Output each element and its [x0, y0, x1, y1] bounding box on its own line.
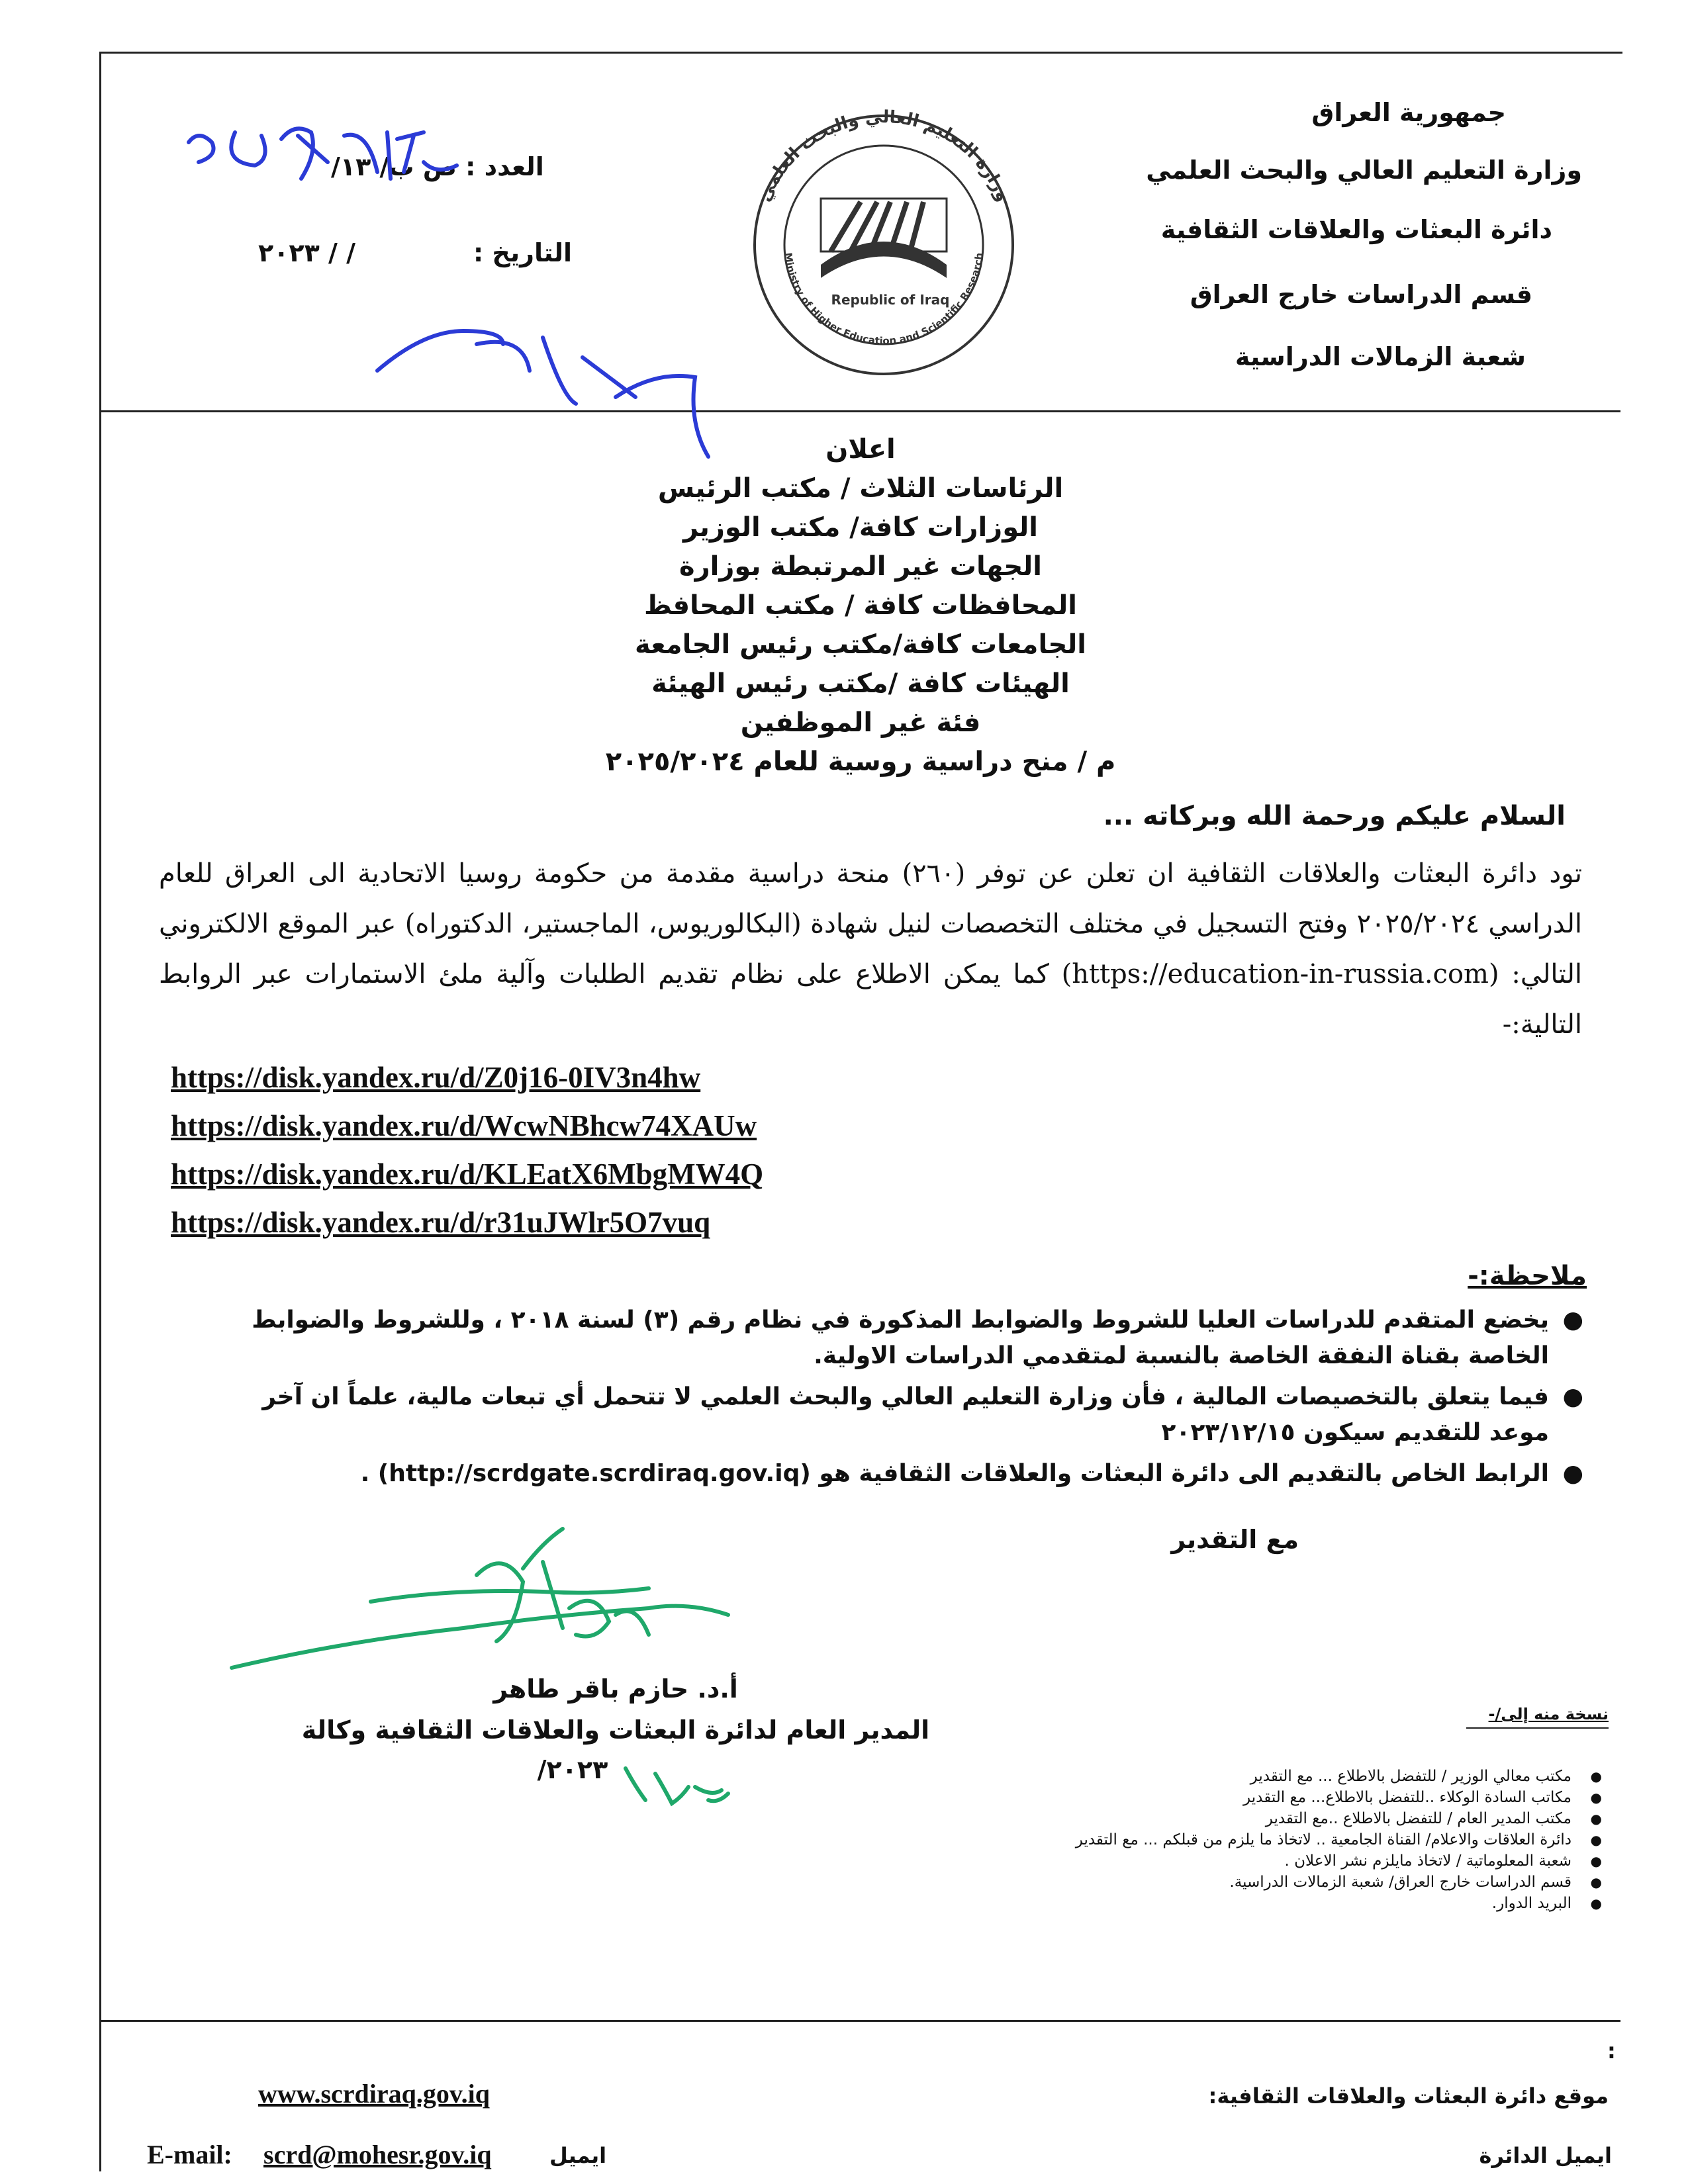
note-item [225, 1379, 1589, 1451]
cc-item: ● مكاتب السادة الوكلاء ..للتفضل بالاطلاع... مع التقدير [1076, 1787, 1610, 1808]
reference-number: العدد : ص ب/ ١٣/ [331, 152, 544, 181]
recipient-line: الجامعات كافة/مكتب رئيس الجامعة [634, 629, 1087, 660]
note-item [225, 1456, 1589, 1492]
notes-list [225, 1302, 1589, 1497]
date-label: التاريخ : [473, 238, 573, 267]
website-link[interactable]: www.scrdiraq.gov.iq [258, 2079, 491, 2109]
cc-underline [1466, 1727, 1609, 1729]
bullet-icon: ● [1562, 1383, 1583, 1410]
bullet-icon: ● [1590, 1874, 1602, 1890]
bullet-icon: ● [1590, 1811, 1602, 1827]
recipient-line: الهيئات كافة /مكتب رئيس الهيئة [651, 668, 1070, 699]
cc-title: نسخة منه إلى/- [1488, 1705, 1609, 1723]
email-prefix: E-mail: [147, 2140, 232, 2169]
note-item [225, 1302, 1589, 1374]
yandex-link[interactable]: https://disk.yandex.ru/d/WcwNBhcw74XAUw [171, 1109, 757, 1142]
note-text: يخضع المتقدم للدراسات العليا للشروط والضوابط المذكورة في نظام رقم (٣) لسنة ٢٠١٨ ، وللشروط والضوابط الخاصة بقناة النفقة الخاصة بالنسبة لمتقدمي الدراسات الاولية. [252, 1306, 1549, 1369]
header-section: شعبة الزمالات الدراسية [1235, 342, 1526, 371]
announcement-block [463, 430, 1258, 782]
header-ministry: وزارة التعليم العالي والبحث العلمي [1146, 156, 1582, 185]
note-text-end: ) . [360, 1460, 389, 1487]
footer-divider [101, 2020, 1620, 2022]
header-country: جمهورية العراق [1311, 98, 1506, 127]
signer-name: أ.د. حازم باقر طاهر [493, 1674, 738, 1704]
email-suffix-ar: ايميل [549, 2143, 607, 2168]
yandex-link[interactable]: https://disk.yandex.ru/d/Z0j16-0IV3n4hw [171, 1061, 701, 1094]
recipient-line: الجهات غير المرتبطة بوزارة [679, 551, 1042, 582]
cc-item: ● البريد الدوار. [1076, 1893, 1610, 1914]
scrdgate-url[interactable]: http://scrdgate.scrdiraq.gov.iq [389, 1460, 800, 1487]
cc-item: ● قسم الدراسات خارج العراق/ شعبة الزمالات الدراسية. [1076, 1872, 1610, 1893]
email-link[interactable]: scrd@mohesr.gov.iq [263, 2140, 492, 2169]
header-directorate: دائرة البعثات والعلاقات الثقافية [1160, 215, 1552, 244]
thanks-line: مع التقدير [1171, 1525, 1299, 1554]
note-text: الرابط الخاص بالتقديم الى دائرة البعثات والعلاقات الثقافية هو ( [800, 1460, 1549, 1487]
bullet-icon: ● [1590, 1790, 1602, 1805]
footer-colon-mark: : [1607, 2038, 1616, 2064]
notes-title: ملاحظة:- [1468, 1261, 1587, 1291]
yandex-link[interactable]: https://disk.yandex.ru/d/r31uJWlr5O7vuq [171, 1206, 711, 1239]
greeting: السلام عليكم ورحمة الله وبركاته ... [1103, 801, 1566, 831]
announcement-title: اعلان [825, 434, 896, 465]
header-department: قسم الدراسات خارج العراق [1190, 280, 1532, 309]
date-value: / / ٢٠٢٣ [258, 238, 355, 267]
yandex-link[interactable]: https://disk.yandex.ru/d/KLEatX6MbgMW4Q [171, 1158, 764, 1191]
cc-list [1076, 1766, 1610, 1914]
recipient-line: الوزارات كافة/ مكتب الوزير [682, 512, 1039, 543]
subject-line: م / منح دراسية روسية للعام ٢٠٢٥/٢٠٢٤ [605, 747, 1116, 777]
header-divider [101, 410, 1620, 412]
bullet-icon: ● [1590, 1853, 1602, 1869]
recipient-line: فئة غير الموظفين [740, 707, 981, 738]
yandex-links [171, 1054, 763, 1247]
paragraph-text: تود دائرة البعثات والعلاقات الثقافية ان تعلن عن توفر (٢٦٠) منحة دراسية مقدمة من حكومة روسيا الاتحادية الى العراق للعام الدراسي ٢٠٢٥/٢٠٢٤ وفتح التسجيل في مختلف التخصصات لنيل شهادة (البكالوريوس، الماجستير، الدكتوراه) عبر الموقع الالكتروني التالي: ( [159, 858, 1582, 989]
seal-republic-en: Republic of Iraq [831, 292, 950, 308]
body-paragraph [159, 848, 1582, 1050]
bullet-icon: ● [1590, 1768, 1602, 1784]
cc-item: ● شعبة المعلوماتية / لاتخاذ مايلزم نشر الاعلان . [1076, 1850, 1610, 1872]
bullet-icon: ● [1590, 1895, 1602, 1911]
bullet-icon: ● [1562, 1306, 1583, 1334]
cc-item: ● مكتب معالي الوزير / للتفضل بالاطلاع ... مع التقدير [1076, 1766, 1610, 1787]
paragraph-text-end: ) كما يمكن الاطلاع على نظام تقديم الطلبات وآلية ملئ الاستمارات عبر الروابط التالية:- [159, 959, 1582, 1040]
signer-title: المدير العام لدائرة البعثات والعلاقات الثقافية وكالة [301, 1715, 930, 1745]
recipient-line: الرئاسات الثلاث / مكتب الرئيس [657, 473, 1064, 504]
cc-item: ● مكتب المدير العام / للتفضل بالاطلاع ..مع التقدير [1076, 1808, 1610, 1829]
website-label: موقع دائرة البعثات والعلاقات الثقافية: [1208, 2083, 1609, 2109]
recipient-line: المحافظات كافة / مكتب المحافظ [644, 590, 1077, 621]
seal-arabic-ring: وزارة التعليم العالي والبحث العلمي [754, 107, 1013, 205]
note-text: فيما يتعلق بالتخصيصات المالية ، فأن وزارة التعليم العالي والبحث العلمي لا تتحمل أي تبعات مالية، علماً ان آخر موعد للتقديم سيكون ٢٠٢٣/١٢/١٥ [262, 1383, 1549, 1446]
email-label-ar: ايميل الدائرة [1479, 2143, 1612, 2168]
bullet-icon: ● [1590, 1832, 1602, 1848]
signer-date: ٢٠٢٣/ [537, 1755, 608, 1784]
education-url[interactable]: https://education-in-russia.com [1072, 959, 1489, 989]
seal-ministry-en: Ministry of Higher Education and Scientific Research [782, 251, 986, 347]
bullet-icon: ● [1562, 1460, 1583, 1487]
cc-item: ● دائرة العلاقات والاعلام/ القناة الجامعية .. لاتخاذ ما يلزم من قبلكم ... مع التقدير [1076, 1829, 1610, 1850]
